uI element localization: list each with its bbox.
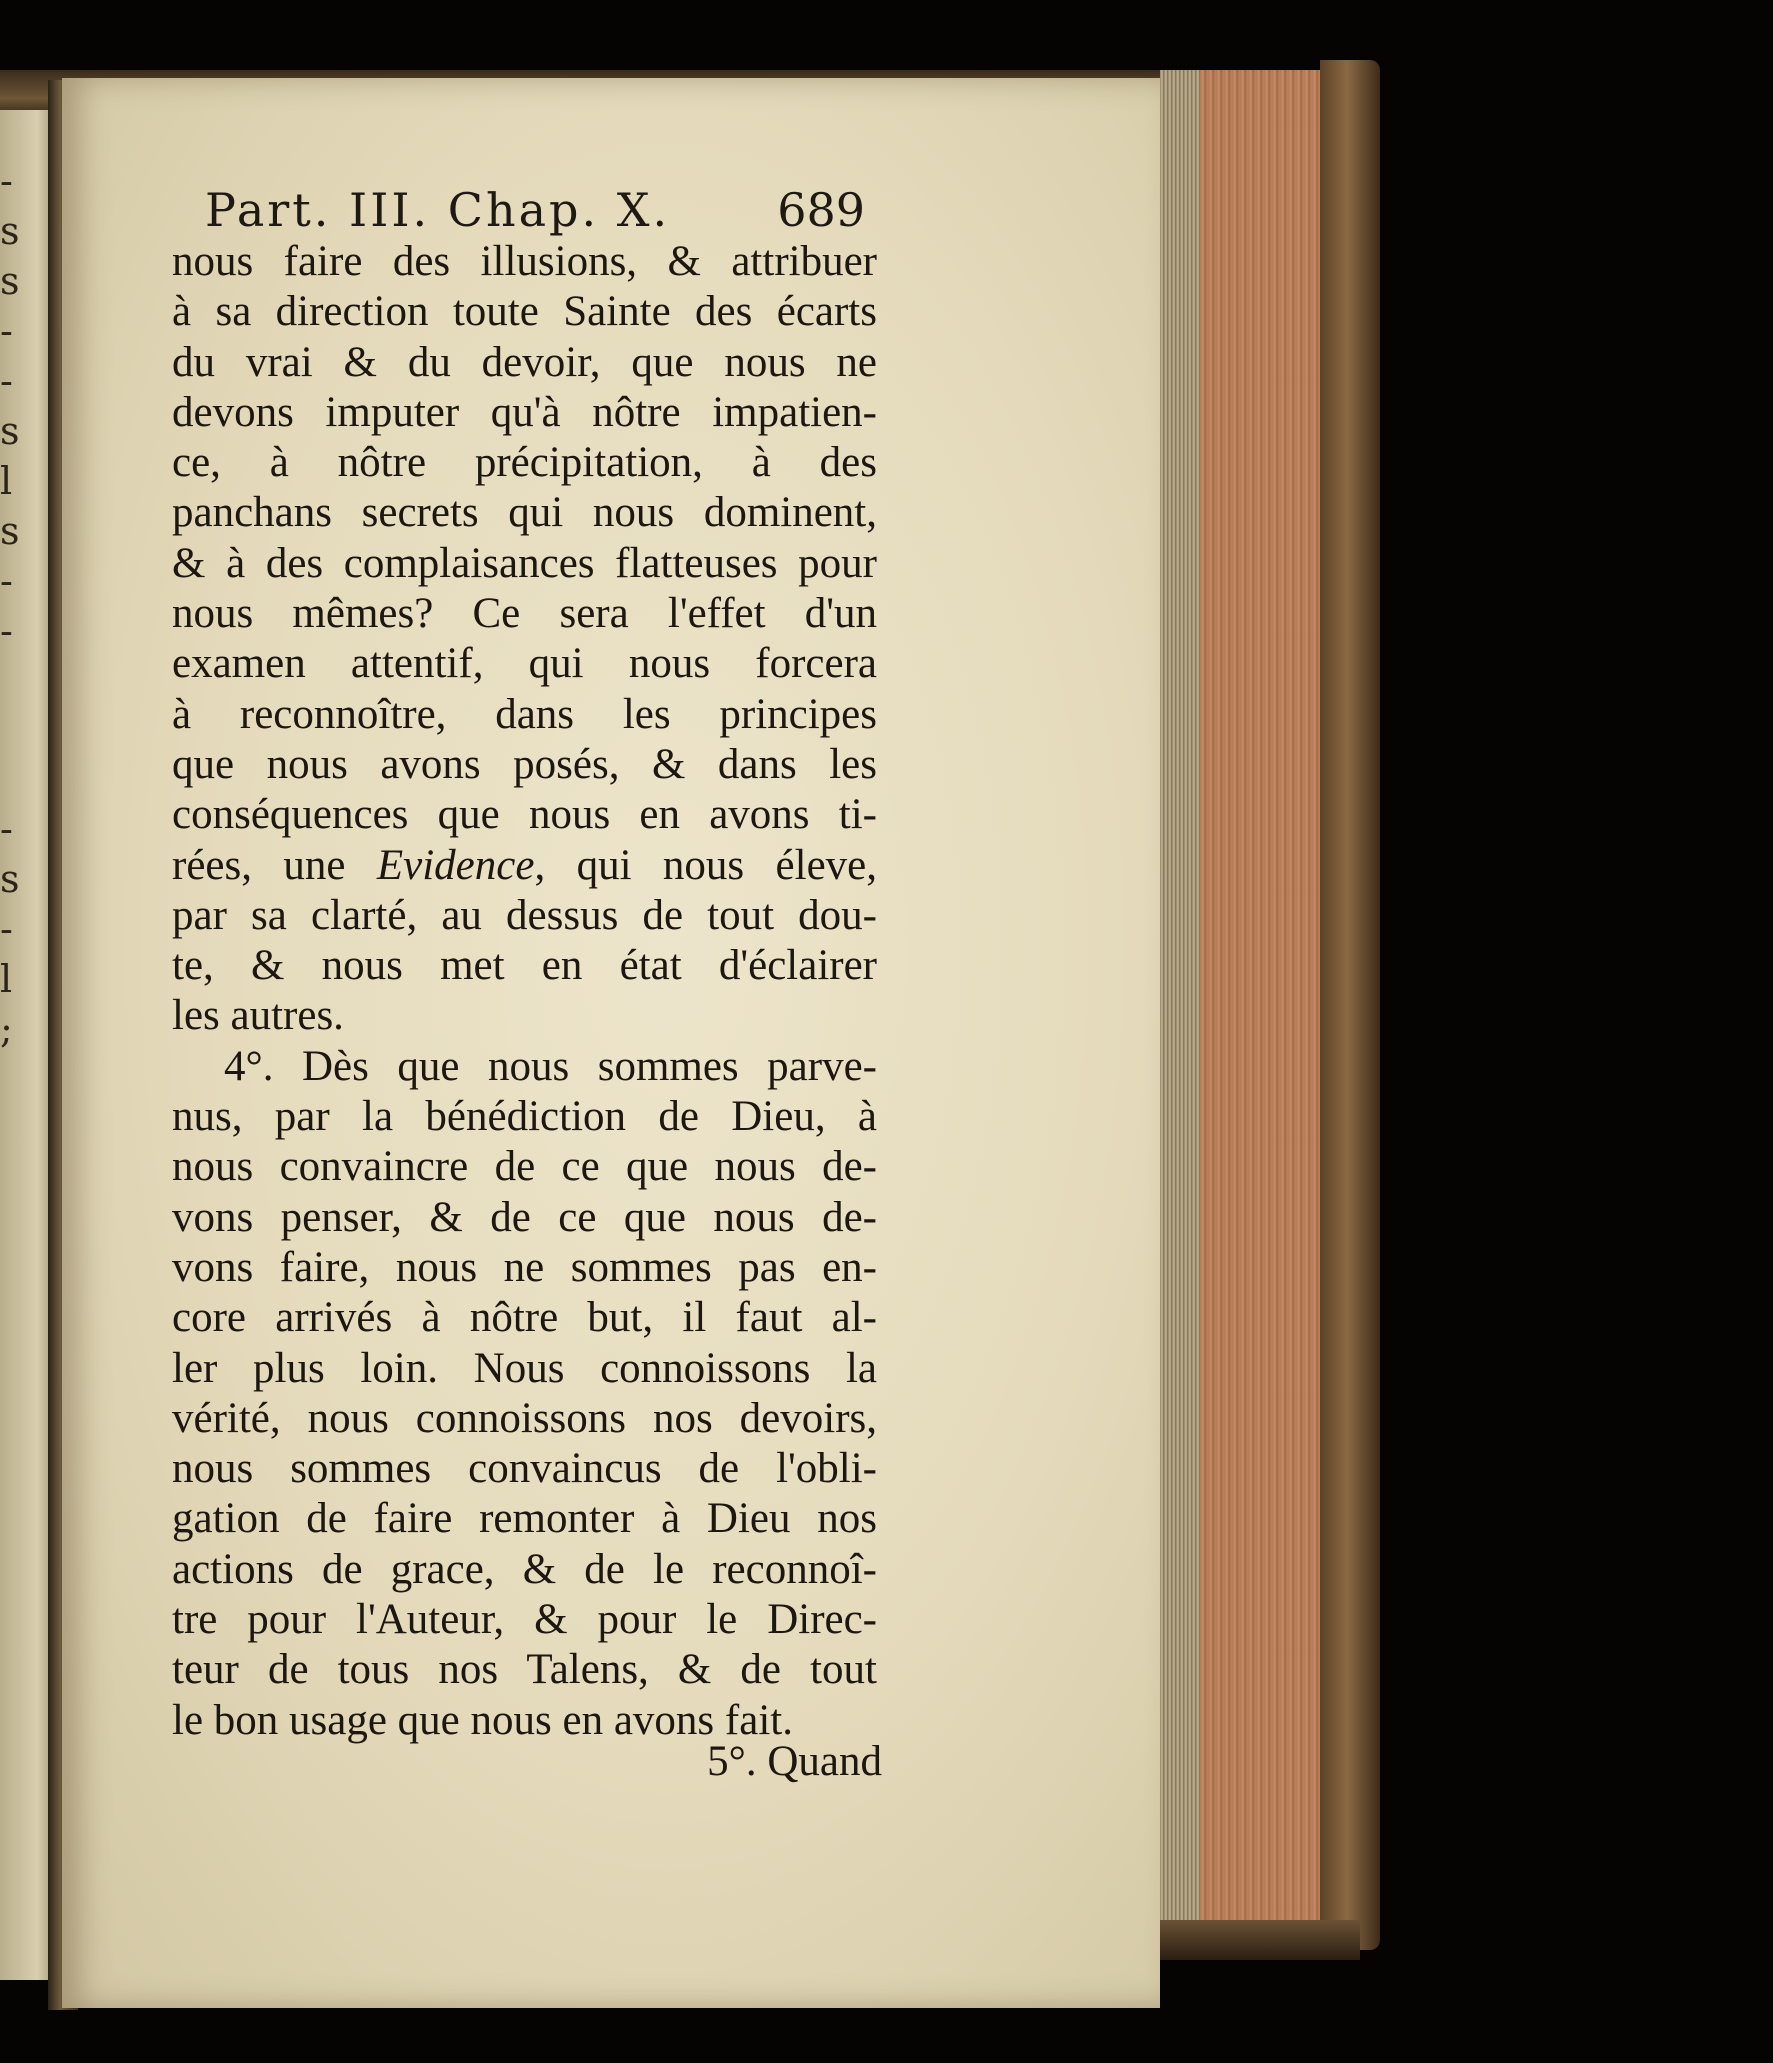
left-page-glyph: s bbox=[0, 409, 20, 453]
text-line: core arrivés à nôtre but, il faut al- bbox=[172, 1294, 877, 1342]
text-line: nous sommes convaincus de l'obli- bbox=[172, 1445, 877, 1493]
page-fore-edge bbox=[1160, 70, 1330, 1940]
text-line: ler plus loin. Nous connoissons la bbox=[172, 1344, 877, 1392]
text-line: vons penser, & de ce que nous de- bbox=[172, 1193, 877, 1241]
left-page-glyph: l bbox=[0, 459, 13, 503]
left-page-glyph: - bbox=[0, 609, 13, 653]
left-page-glyph: s bbox=[0, 857, 20, 901]
left-page-glyph: - bbox=[0, 359, 13, 403]
text-line: du vrai & du devoir, que nous ne bbox=[172, 338, 877, 386]
text-line: panchans secrets qui nous dominent, bbox=[172, 489, 877, 537]
page-edge-stripe bbox=[1160, 70, 1200, 1940]
text-line-evidence bbox=[172, 841, 877, 891]
left-page-glyph: s bbox=[0, 209, 20, 253]
left-page-glyph: s bbox=[0, 259, 20, 303]
catchword: 5°. Quand bbox=[707, 1738, 882, 1785]
italic-term-evidence: Evidence bbox=[376, 841, 535, 889]
text-line: ce, à nôtre précipitation, à des bbox=[172, 439, 877, 487]
text-line: que nous avons posés, & dans les bbox=[172, 740, 877, 788]
text-line: devons imputer qu'à nôtre impatien- bbox=[172, 388, 877, 436]
text-line: tre pour l'Auteur, & pour le Direc- bbox=[172, 1596, 877, 1644]
running-header bbox=[205, 183, 865, 243]
text-line: vérité, nous connoissons nos devoirs, bbox=[172, 1394, 877, 1442]
text-line: teur de tous nos Talens, & de tout bbox=[172, 1646, 877, 1694]
left-page-glyph: - bbox=[0, 159, 13, 203]
body-text bbox=[172, 237, 877, 1746]
text-line: nous convaincre de ce que nous de- bbox=[172, 1143, 877, 1191]
book-binding bbox=[1320, 60, 1380, 1950]
left-page-glyph: - bbox=[0, 559, 13, 603]
left-page-glyph: - bbox=[0, 309, 13, 353]
left-page-glyph: - bbox=[0, 807, 13, 851]
text-line: vons faire, nous ne sommes pas en- bbox=[172, 1243, 877, 1291]
text-line-paragraph-end: les autres. bbox=[172, 992, 344, 1040]
text-line-paragraph-end: le bon usage que nous en avons fait. bbox=[172, 1696, 793, 1744]
binding-bottom-edge bbox=[1160, 1920, 1360, 1960]
page-number: 689 bbox=[777, 183, 865, 237]
text-line: à reconnoître, dans les principes bbox=[172, 690, 877, 738]
left-page-glyph: ; bbox=[0, 1007, 13, 1051]
text-line: par sa clarté, au dessus de tout dou- bbox=[172, 891, 877, 939]
text-line: à sa direction toute Sainte des écarts bbox=[172, 288, 877, 336]
text-fragment: rées, une bbox=[172, 841, 346, 889]
part-chapter-heading: Part. III. Chap. X. bbox=[205, 183, 671, 237]
text-fragment: , qui nous éleve, bbox=[534, 841, 877, 889]
left-page-glyph: - bbox=[0, 907, 13, 951]
left-page-glyph: l bbox=[0, 957, 13, 1001]
text-line: nous faire des illusions, & attribuer bbox=[172, 238, 877, 285]
text-line-paragraph-start: 4°. Dès que nous sommes parve- bbox=[224, 1042, 877, 1090]
text-line: & à des complaisances flatteuses pour bbox=[172, 539, 877, 587]
text-line: examen attentif, qui nous forcera bbox=[172, 640, 877, 688]
text-line: gation de faire remonter à Dieu nos bbox=[172, 1495, 877, 1543]
text-line: conséquences que nous en avons ti- bbox=[172, 791, 877, 839]
text-line: nous mêmes? Ce sera l'effet d'un bbox=[172, 590, 877, 638]
text-line: te, & nous met en état d'éclairer bbox=[172, 942, 877, 990]
text-line: actions de grace, & de le reconnoî- bbox=[172, 1545, 877, 1593]
text-line: nus, par la bénédiction de Dieu, à bbox=[172, 1093, 877, 1141]
left-page-glyph: s bbox=[0, 509, 20, 553]
